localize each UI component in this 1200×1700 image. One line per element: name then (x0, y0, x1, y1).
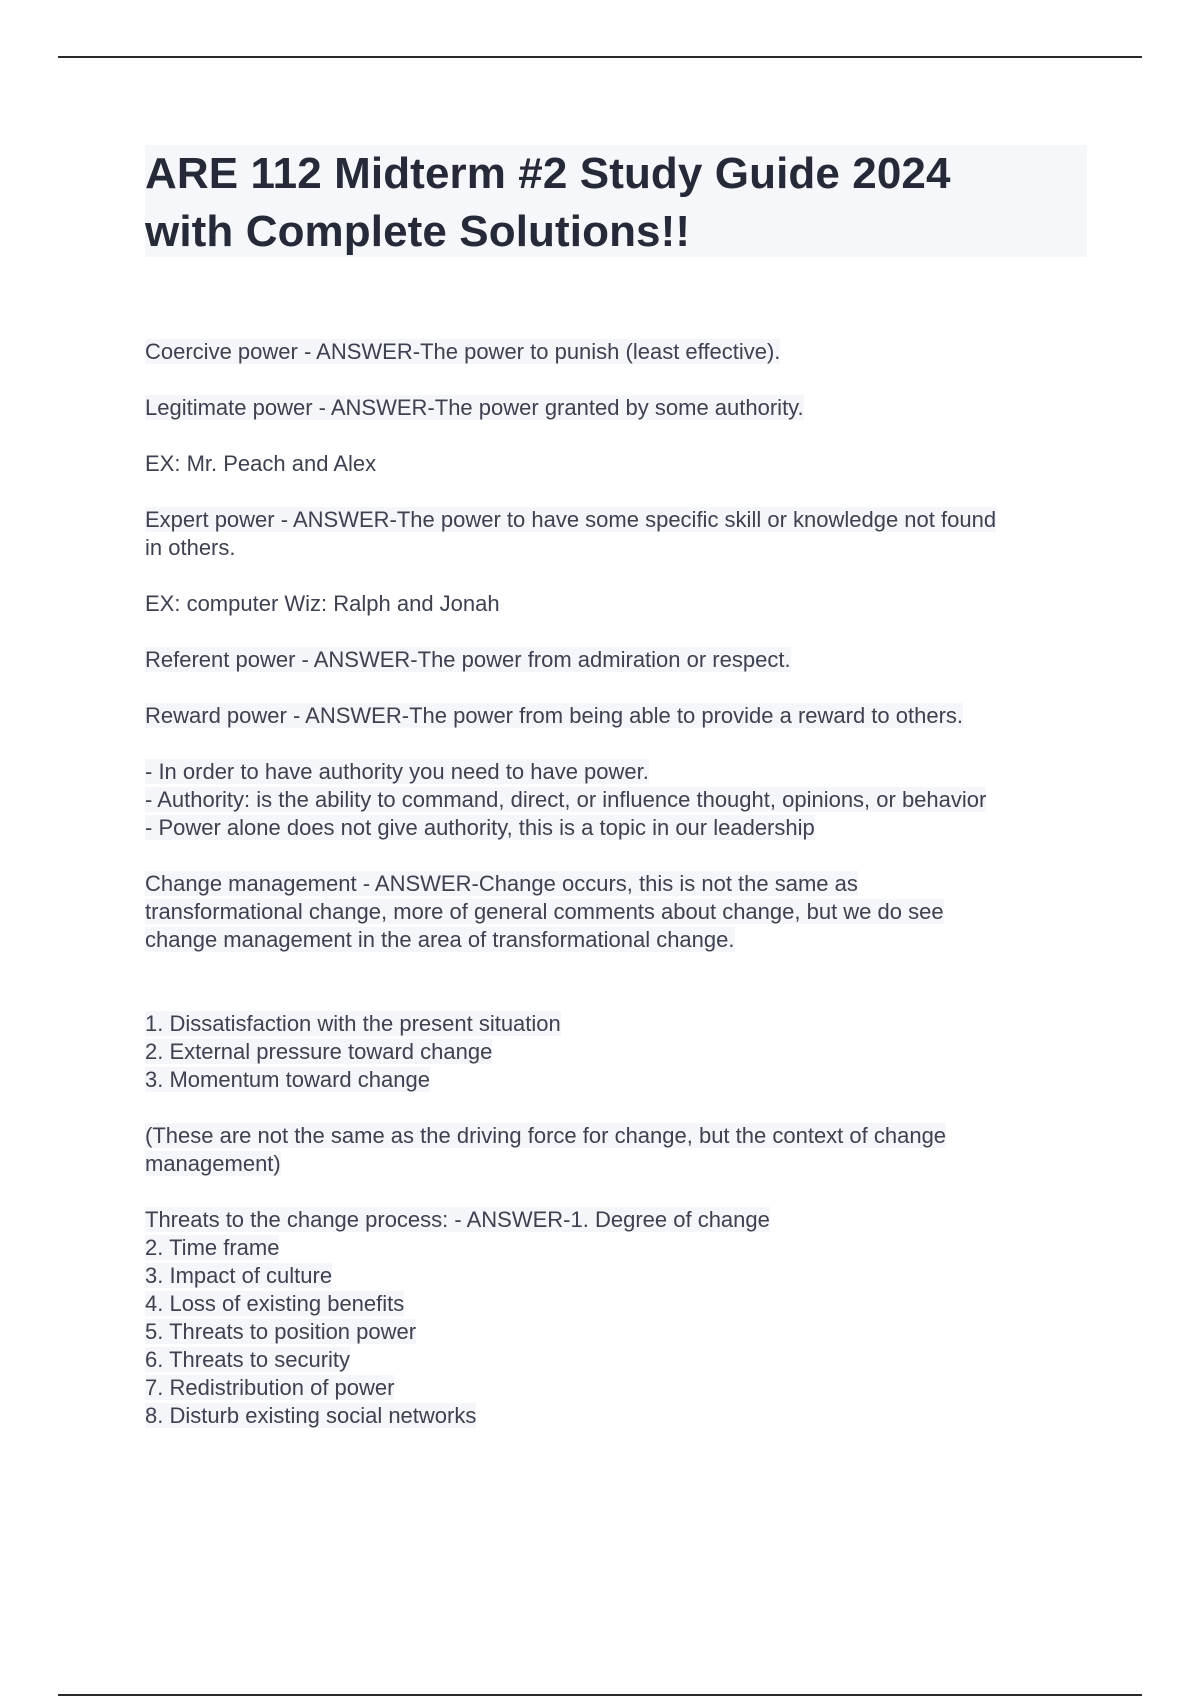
text-line: - Authority: is the ability to command, direct, or influence thought, opinions, or behavior (145, 787, 987, 812)
text-line: Threats to the change process: - ANSWER-1. Degree of change (145, 1207, 770, 1232)
header-rule (58, 56, 1142, 58)
example-legitimate (145, 450, 1095, 478)
text-line: - In order to have authority you need to have power. (145, 759, 649, 784)
list-item: 5. Threats to position power (145, 1319, 417, 1344)
list-item: 6. Threats to security (145, 1347, 351, 1372)
qa-reward-power (145, 702, 1095, 730)
list-item: 3. Impact of culture (145, 1263, 333, 1288)
text-line: - Power alone does not give authority, this is a topic in our leadership (145, 815, 815, 840)
authority-notes (145, 758, 1095, 842)
change-context-note (145, 1122, 1095, 1178)
footer-rule (58, 1694, 1142, 1696)
qa-legitimate-power (145, 394, 1095, 422)
list-item: 7. Redistribution of power (145, 1375, 395, 1400)
list-item: 8. Disturb existing social networks (145, 1403, 477, 1428)
title-line-1: ARE 112 Midterm #2 Study Guide 2024 (145, 149, 951, 198)
qa-change-management (145, 870, 1095, 954)
text-line: transformational change, more of general comments about change, but we do see (145, 899, 944, 924)
qa-coercive-power (145, 338, 1095, 366)
list-item: 4. Loss of existing benefits (145, 1291, 405, 1316)
text-line: EX: computer Wiz: Ralph and Jonah (145, 591, 500, 616)
list-item: 3. Momentum toward change (145, 1067, 430, 1092)
document-body (145, 338, 1095, 1430)
text-line: (These are not the same as the driving force for change, but the context of change (145, 1123, 947, 1148)
title-block (145, 145, 1087, 257)
page-title (145, 145, 1087, 261)
text-line: Referent power - ANSWER-The power from admiration or respect. (145, 647, 791, 672)
qa-threats-to-change (145, 1206, 1095, 1430)
text-line: Change management - ANSWER-Change occurs, this is not the same as (145, 871, 858, 896)
text-line: management) (145, 1151, 281, 1176)
qa-referent-power (145, 646, 1095, 674)
qa-expert-power (145, 506, 1095, 562)
change-context-list (145, 1010, 1095, 1094)
example-expert (145, 590, 1095, 618)
text-line: Reward power - ANSWER-The power from being able to provide a reward to others. (145, 703, 964, 728)
list-item: 1. Dissatisfaction with the present situation (145, 1011, 561, 1036)
text-line: Expert power - ANSWER-The power to have some specific skill or knowledge not found (145, 507, 997, 532)
text-line: change management in the area of transformational change. (145, 927, 735, 952)
text-line: EX: Mr. Peach and Alex (145, 451, 377, 476)
text-line: Legitimate power - ANSWER-The power granted by some authority. (145, 395, 804, 420)
text-line: Coercive power - ANSWER-The power to punish (least effective). (145, 339, 781, 364)
list-item: 2. Time frame (145, 1235, 280, 1260)
text-line: in others. (145, 535, 236, 560)
title-line-2: with Complete Solutions!! (145, 207, 691, 256)
list-item: 2. External pressure toward change (145, 1039, 493, 1064)
